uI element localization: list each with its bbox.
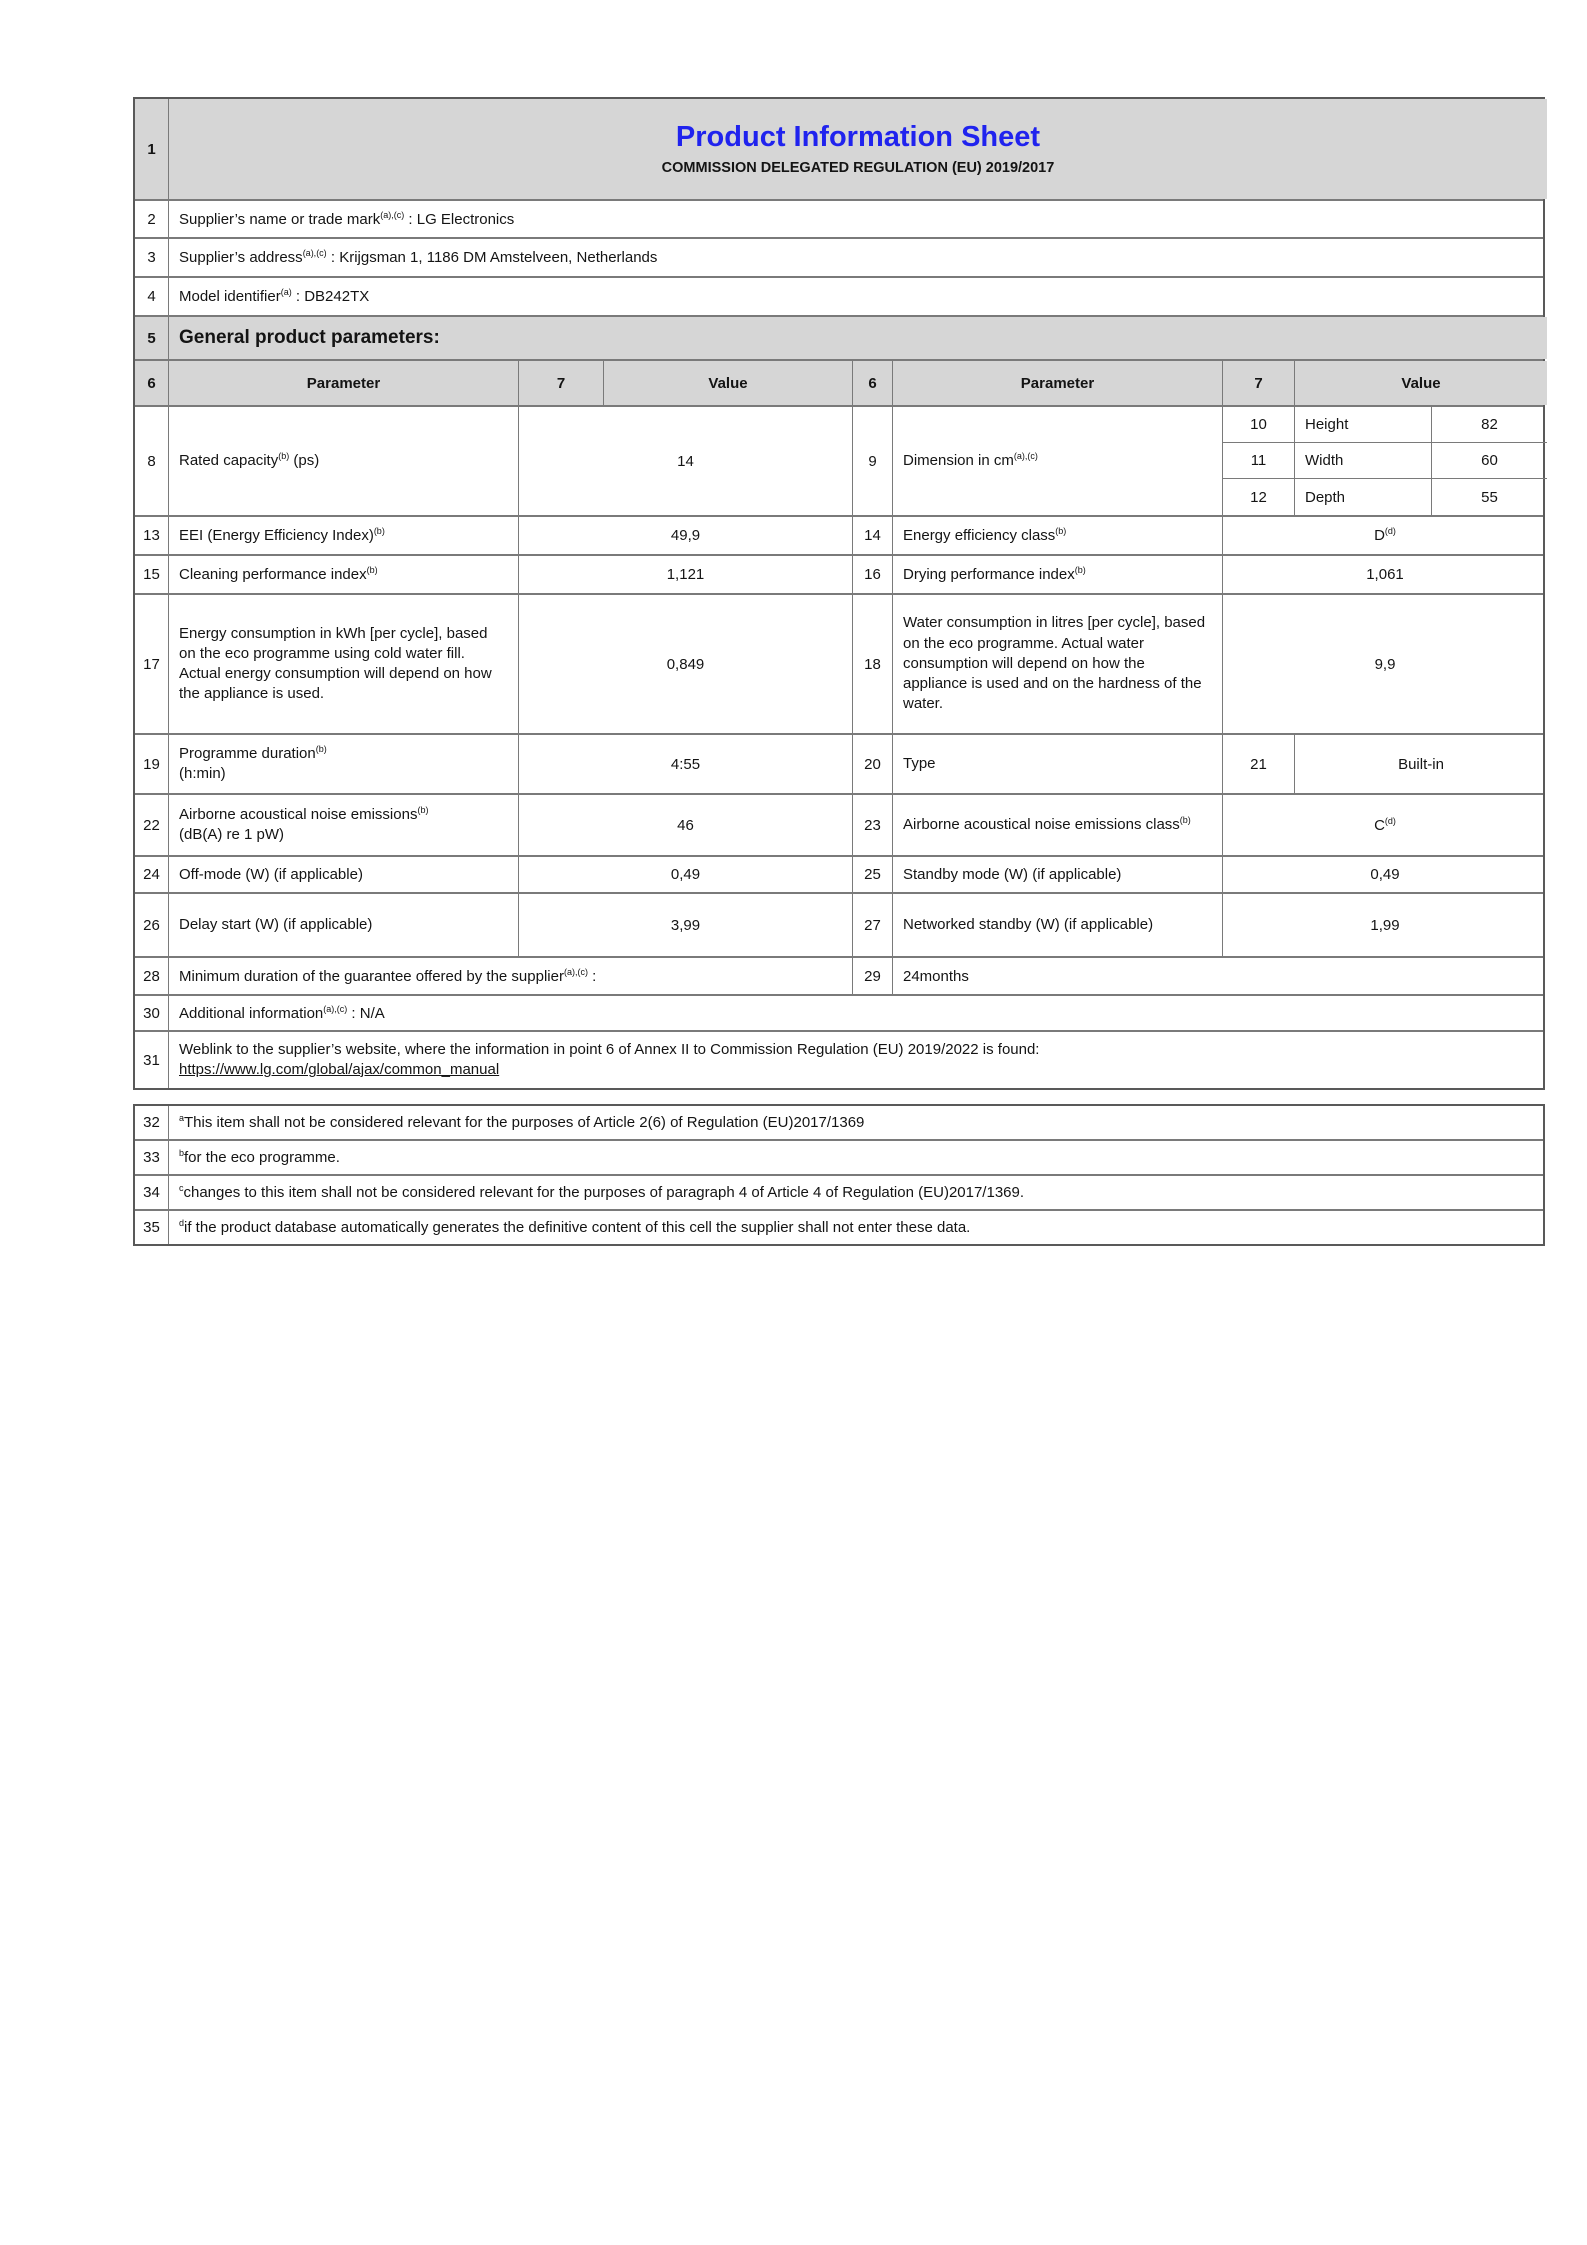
footnote-ref: (b) — [373, 525, 385, 536]
row-number: 30 — [135, 996, 169, 1030]
standby-mode-value: 0,49 — [1370, 866, 1400, 883]
networked-standby-value: 1,99 — [1370, 916, 1400, 934]
depth-value: 55 — [1481, 488, 1498, 506]
noise-class-value: $C^{(d)}$ — [1374, 815, 1396, 834]
rated-capacity-label: Rated capacity$^{(b)}$ (ps) — [169, 407, 519, 515]
noise-emissions-row — [135, 795, 1543, 857]
height-label: Height — [1295, 407, 1432, 442]
rated-capacity-dimensions-row — [135, 407, 1543, 517]
footnote-a-text: $^a$This item shall not be considered relevant for the purposes of Article 2(6) of Regulation (EU)2017/1369 — [179, 1113, 865, 1131]
row-number: 17 — [135, 595, 169, 733]
row-number: 16 — [853, 556, 893, 593]
main-table-block — [133, 97, 1545, 1090]
delay-start-networked-standby-row — [135, 894, 1543, 958]
type-label: Type — [893, 735, 1223, 793]
dimension-height-row — [1223, 407, 1547, 443]
footnote-b-text: $^b$for the eco programme. — [179, 1148, 340, 1166]
off-mode-value: 0,49 — [519, 857, 853, 892]
noise-emissions-label: Airborne acoustical noise emissions$^{(b)}$ (dB(A) re 1 pW) — [169, 795, 519, 855]
supplier-address-text: Supplier’s address$^{(a),(c)}$ : Krijgsman 1, 1186 DM Amstelveen, Netherlands — [179, 248, 658, 266]
width-label: Width — [1295, 443, 1432, 478]
dimension-label: Dimension in $cm^{(a),(c)}$ — [893, 407, 1223, 515]
row-number: 3 — [135, 239, 169, 276]
title-cell — [169, 99, 1547, 199]
cleaning-index-label: Cleaning performance index$^{(b)}$ — [169, 556, 519, 593]
guarantee-label: Minimum duration of the guarantee offered by the supplier$^{(a),(c)}$ : — [169, 958, 853, 994]
supplier-address-row — [135, 239, 1543, 278]
footnote-ref: (b) — [1074, 564, 1086, 575]
footnote-ref: (a),(c) — [302, 248, 327, 258]
footnote-ref: (a),(c) — [323, 1003, 348, 1014]
delay-start-value: 3,99 — [519, 894, 853, 956]
drying-index-value: 1,061 — [1366, 566, 1404, 583]
footnote-ref: (b) — [1179, 814, 1191, 825]
footnote-ref: (a),(c) — [1013, 451, 1038, 462]
eei-value: 49,9 — [519, 517, 853, 554]
dimension-values — [1223, 407, 1547, 515]
header-id-left: 7 — [519, 361, 604, 405]
title-row — [135, 99, 1543, 201]
footnote-c-row — [135, 1176, 1543, 1211]
cleaning-drying-index-row — [135, 556, 1543, 595]
model-identifier-cell — [169, 278, 1547, 315]
row-number: 13 — [135, 517, 169, 554]
eei-label: EEI (Energy Efficiency Index)$^{(b)}$ — [169, 517, 519, 554]
row-number: 35 — [135, 1211, 169, 1244]
standby-mode-label: Standby mode (W) (if applicable) — [893, 857, 1223, 892]
row-number: 8 — [135, 407, 169, 515]
water-consumption-label: Water consumption in litres [per cycle], based on the eco programme. Actual water consumption will depend on how the appliance is used and on the hardness of the water. — [893, 595, 1223, 733]
row-number: 34 — [135, 1176, 169, 1209]
row-number: 22 — [135, 795, 169, 855]
drying-index-label: Drying performance index$^{(b)}$ — [893, 556, 1223, 593]
row-number: 20 — [853, 735, 893, 793]
footnote-ref: (b) — [278, 451, 290, 462]
header-value-left: Value — [604, 361, 853, 405]
row-number: 1 — [135, 99, 169, 199]
row-number: 5 — [135, 317, 169, 359]
energy-consumption-value: 0,849 — [519, 595, 853, 733]
footnote-marker: a — [179, 1113, 185, 1123]
section-header-row — [135, 317, 1543, 361]
programme-duration-label: Programme duration$^{(b)}$ (h:min) — [169, 735, 519, 793]
row-number: 32 — [135, 1106, 169, 1139]
row-number: 28 — [135, 958, 169, 994]
footnote-ref: (d) — [1384, 526, 1396, 536]
programme-duration-type-row — [135, 735, 1543, 795]
noise-class-label: Airborne acoustical noise emissions class$^{(b)}$ — [893, 795, 1223, 855]
row-number: 4 — [135, 278, 169, 315]
delay-start-label: Delay start (W) (if applicable) — [169, 894, 519, 956]
footnote-d-row — [135, 1211, 1543, 1244]
footnote-a-row — [135, 1106, 1543, 1141]
footnote-marker: b — [179, 1148, 185, 1158]
footnote-ref: (b) — [1055, 525, 1067, 536]
header-value-right: Value — [1295, 361, 1547, 405]
footnote-d-text: $^d$if the product database automatically generates the definitive content of this cell the supplier shall not enter these data. — [179, 1218, 971, 1236]
model-identifier-text: Model identifier$^{(a)}$ : DB242TX — [179, 287, 370, 305]
off-standby-mode-row — [135, 857, 1543, 894]
row-number: 18 — [853, 595, 893, 733]
footnote-ref: (b) — [315, 743, 327, 754]
weblink-cell — [169, 1032, 1547, 1088]
off-mode-label: Off-mode (W) (if applicable) — [169, 857, 519, 892]
height-value: 82 — [1481, 416, 1498, 433]
networked-standby-label: Networked standby (W) (if applicable) — [893, 894, 1223, 956]
row-number: 11 — [1223, 443, 1295, 478]
row-number: 12 — [1223, 479, 1295, 515]
width-value: 60 — [1481, 452, 1498, 469]
header-id-right: 7 — [1223, 361, 1295, 405]
row-number: 14 — [853, 517, 893, 554]
row-number: 25 — [853, 857, 893, 892]
guarantee-duration-row — [135, 958, 1543, 996]
supplier-address-cell — [169, 239, 1547, 276]
footnote-ref: (a),(c) — [380, 209, 405, 220]
header-parameter-right: Parameter — [893, 361, 1223, 405]
water-consumption-value: 9,9 — [1374, 655, 1396, 673]
row-number: 10 — [1223, 407, 1295, 442]
row-number: 15 — [135, 556, 169, 593]
energy-class-value: $D^{(d)}$ — [1374, 526, 1396, 544]
row-number: 2 — [135, 201, 169, 237]
depth-label: Depth — [1295, 479, 1432, 515]
footnote-ref: (b) — [366, 564, 378, 575]
row-number: 24 — [135, 857, 169, 892]
row-number: 33 — [135, 1141, 169, 1174]
supplier-name-cell — [169, 201, 1547, 237]
footnote-ref: (a),(c) — [563, 966, 588, 977]
header-num-right: 6 — [853, 361, 893, 405]
page-title: Product Information Sheet — [675, 120, 1041, 153]
dimension-width-row — [1223, 443, 1547, 479]
additional-information-row — [135, 996, 1543, 1032]
rated-capacity-value: 14 — [519, 407, 853, 515]
weblink-row — [135, 1032, 1543, 1088]
footnote-b-row — [135, 1141, 1543, 1176]
supplier-name-text: Supplier’s name or trade mark$^{(a),(c)}$ : LG Electronics — [179, 209, 515, 228]
row-number: 21 — [1223, 735, 1295, 793]
column-header-row — [135, 361, 1543, 407]
row-number: 19 — [135, 735, 169, 793]
row-number: 27 — [853, 894, 893, 956]
row-number: 23 — [853, 795, 893, 855]
guarantee-value: 24months — [903, 967, 969, 985]
header-parameter-left: Parameter — [169, 361, 519, 405]
supplier-website-link[interactable]: https://www.lg.com/global/ajax/common_manual — [179, 1061, 500, 1078]
footnote-ref: (d) — [1384, 815, 1396, 826]
model-identifier-row — [135, 278, 1543, 317]
programme-duration-value: 4:55 — [519, 735, 853, 793]
type-value: Built-in — [1398, 755, 1444, 773]
energy-class-label: Energy efficiency class$^{(b)}$ — [893, 517, 1223, 554]
section-title: General product parameters: — [169, 317, 1547, 359]
supplier-name-row — [135, 201, 1543, 239]
energy-water-consumption-row — [135, 595, 1543, 735]
regulation-subtitle: COMMISSION DELEGATED REGULATION (EU) 2019/2017 — [661, 160, 1055, 177]
cleaning-index-value: 1,121 — [519, 556, 853, 593]
row-number: 29 — [853, 958, 893, 994]
header-num-left: 6 — [135, 361, 169, 405]
footnote-ref: (b) — [417, 804, 429, 815]
dimension-depth-row — [1223, 479, 1547, 515]
weblink-description: Weblink to the supplier’s website, where the information in point 6 of Annex II to Commission Regulation (EU) 2019/2022 is found: — [179, 1040, 1040, 1058]
product-information-sheet-table — [133, 97, 1545, 1246]
footnote-c-text: $^c$changes to this item shall not be considered relevant for the purposes of paragraph 4 of Article 4 of Regulation (EU)2017/1369. — [179, 1183, 1025, 1201]
footnote-ref: (a) — [280, 287, 292, 297]
energy-consumption-label: Energy consumption in kWh [per cycle], based on the eco programme using cold water fill. Actual energy consumption will depend on how the appliance is used. — [169, 595, 519, 733]
additional-information-cell: Additional information$^{(a),(c)}$ : N/A — [179, 1003, 385, 1022]
eei-energy-class-row — [135, 517, 1543, 556]
row-number: 26 — [135, 894, 169, 956]
footnote-marker: c — [179, 1183, 184, 1193]
footnote-marker: d — [179, 1218, 185, 1228]
footnotes-block — [133, 1104, 1545, 1246]
row-number: 9 — [853, 407, 893, 515]
noise-emissions-value: 46 — [519, 795, 853, 855]
row-number: 31 — [135, 1032, 169, 1088]
